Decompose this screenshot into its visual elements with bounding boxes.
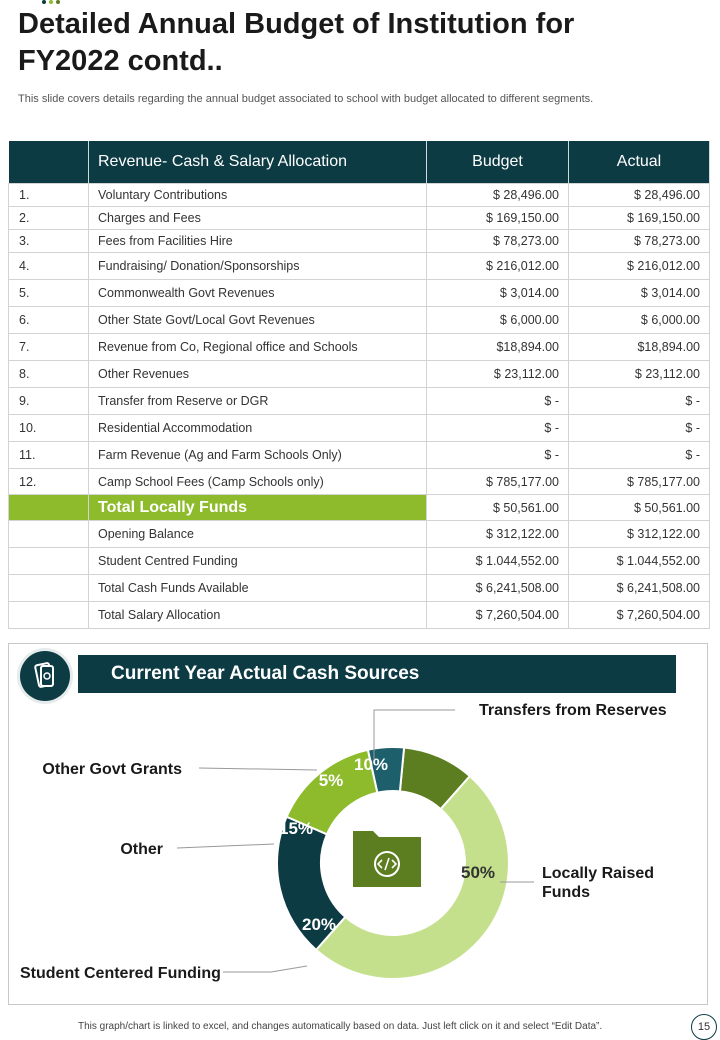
row-budget: $ 785,177.00 <box>427 469 569 495</box>
row-index: 5. <box>9 280 89 307</box>
row-label: Revenue from Co, Regional office and Schools <box>89 334 427 361</box>
panel-title: Current Year Actual Cash Sources <box>78 655 676 693</box>
table-row <box>9 280 710 307</box>
row-budget: $ - <box>427 442 569 469</box>
total-index <box>9 495 89 521</box>
slice-name-label: Other Govt Grants <box>42 761 182 778</box>
slice-percent-label: 20% <box>301 915 337 934</box>
slice-percent-label: 5% <box>318 771 344 790</box>
summary-budget: $ 1.044,552.00 <box>427 548 569 575</box>
leader-line <box>177 844 274 848</box>
header-actual: Actual <box>569 141 710 184</box>
table-row <box>9 207 710 230</box>
header-dot <box>42 0 46 4</box>
table-row <box>9 415 710 442</box>
leader-line <box>199 768 317 770</box>
row-index: 8. <box>9 361 89 388</box>
row-label: Farm Revenue (Ag and Farm Schools Only) <box>89 442 427 469</box>
header-revenue: Revenue- Cash & Salary Allocation <box>89 141 427 184</box>
leader-line <box>223 966 307 972</box>
header-dot <box>56 0 60 4</box>
summary-index <box>9 602 89 629</box>
row-budget: $18,894.00 <box>427 334 569 361</box>
row-index: 4. <box>9 253 89 280</box>
row-budget: $ - <box>427 388 569 415</box>
row-label: Other State Govt/Local Govt Revenues <box>89 307 427 334</box>
table-row <box>9 361 710 388</box>
row-actual: $ 78,273.00 <box>569 230 710 253</box>
summary-budget: $ 6,241,508.00 <box>427 575 569 602</box>
header-dot <box>49 0 53 4</box>
table-row <box>9 334 710 361</box>
summary-label: Student Centred Funding <box>89 548 427 575</box>
page-subtitle: This slide covers details regarding the annual budget associated to school with budget allocated to different segments. <box>18 93 594 105</box>
total-label: Total Locally Funds <box>89 495 427 521</box>
table-row <box>9 469 710 495</box>
row-actual: $18,894.00 <box>569 334 710 361</box>
summary-index <box>9 548 89 575</box>
row-budget: $ - <box>427 415 569 442</box>
row-index: 12. <box>9 469 89 495</box>
row-index: 9. <box>9 388 89 415</box>
header-dots <box>42 0 60 4</box>
table-row <box>9 442 710 469</box>
code-folder-icon <box>353 831 421 887</box>
header-index <box>9 141 89 184</box>
row-actual: $ 23,112.00 <box>569 361 710 388</box>
row-index: 3. <box>9 230 89 253</box>
summary-label: Total Cash Funds Available <box>89 575 427 602</box>
summary-index <box>9 521 89 548</box>
summary-actual: $ 312,122.00 <box>569 521 710 548</box>
footer-note: This graph/chart is linked to excel, and changes automatically based on data. Just left click on it and select “Edit Data”. <box>78 1021 603 1032</box>
row-index: 2. <box>9 207 89 230</box>
row-actual: $ - <box>569 442 710 469</box>
total-budget: $ 50,561.00 <box>427 495 569 521</box>
row-budget: $ 216,012.00 <box>427 253 569 280</box>
row-budget: $ 78,273.00 <box>427 230 569 253</box>
slice-name-label: Transfers from Reserves <box>479 702 667 719</box>
table-row <box>9 253 710 280</box>
summary-budget: $ 7,260,504.00 <box>427 602 569 629</box>
row-label: Camp School Fees (Camp Schools only) <box>89 469 427 495</box>
slice-percent-label: 50% <box>460 863 496 882</box>
row-index: 7. <box>9 334 89 361</box>
row-actual: $ - <box>569 415 710 442</box>
row-actual: $ 216,012.00 <box>569 253 710 280</box>
page-title: Detailed Annual Budget of Institution for FY2022 contd.. <box>18 8 575 77</box>
row-budget: $ 28,496.00 <box>427 184 569 207</box>
slice-percent-label: 10% <box>353 755 389 774</box>
page-number: 15 <box>691 1014 717 1040</box>
budget-table <box>8 141 710 629</box>
slice-name-label: Other <box>120 841 163 858</box>
row-label: Voluntary Contributions <box>89 184 427 207</box>
table-row <box>9 602 710 629</box>
slice-name-label: Student Centered Funding <box>20 965 221 982</box>
row-budget: $ 6,000.00 <box>427 307 569 334</box>
table-row <box>9 575 710 602</box>
row-budget: $ 169,150.00 <box>427 207 569 230</box>
table-row <box>9 230 710 253</box>
row-index: 11. <box>9 442 89 469</box>
row-actual: $ 6,000.00 <box>569 307 710 334</box>
total-actual: $ 50,561.00 <box>569 495 710 521</box>
row-actual: $ 28,496.00 <box>569 184 710 207</box>
row-actual: $ 169,150.00 <box>569 207 710 230</box>
cash-sources-chart <box>9 644 707 1004</box>
summary-actual: $ 6,241,508.00 <box>569 575 710 602</box>
header-budget: Budget <box>427 141 569 184</box>
row-label: Fees from Facilities Hire <box>89 230 427 253</box>
row-actual: $ - <box>569 388 710 415</box>
summary-index <box>9 575 89 602</box>
slice-percent-label: 15% <box>278 819 314 838</box>
row-index: 10. <box>9 415 89 442</box>
slice-name-label: Locally Raised Funds <box>542 865 655 901</box>
total-row <box>9 495 710 521</box>
row-actual: $ 3,014.00 <box>569 280 710 307</box>
summary-label: Total Salary Allocation <box>89 602 427 629</box>
summary-label: Opening Balance <box>89 521 427 548</box>
table-header-row <box>9 141 710 184</box>
table-row <box>9 521 710 548</box>
row-budget: $ 23,112.00 <box>427 361 569 388</box>
table-row <box>9 548 710 575</box>
row-label: Charges and Fees <box>89 207 427 230</box>
table-row <box>9 307 710 334</box>
row-label: Residential Accommodation <box>89 415 427 442</box>
table-row <box>9 388 710 415</box>
row-label: Commonwealth Govt Revenues <box>89 280 427 307</box>
row-index: 1. <box>9 184 89 207</box>
row-index: 6. <box>9 307 89 334</box>
summary-budget: $ 312,122.00 <box>427 521 569 548</box>
summary-actual: $ 1.044,552.00 <box>569 548 710 575</box>
table-row <box>9 184 710 207</box>
row-budget: $ 3,014.00 <box>427 280 569 307</box>
row-label: Transfer from Reserve or DGR <box>89 388 427 415</box>
summary-actual: $ 7,260,504.00 <box>569 602 710 629</box>
row-label: Fundraising/ Donation/Sponsorships <box>89 253 427 280</box>
cash-sources-panel <box>8 643 708 1005</box>
row-actual: $ 785,177.00 <box>569 469 710 495</box>
row-label: Other Revenues <box>89 361 427 388</box>
cash-icon <box>20 651 70 701</box>
